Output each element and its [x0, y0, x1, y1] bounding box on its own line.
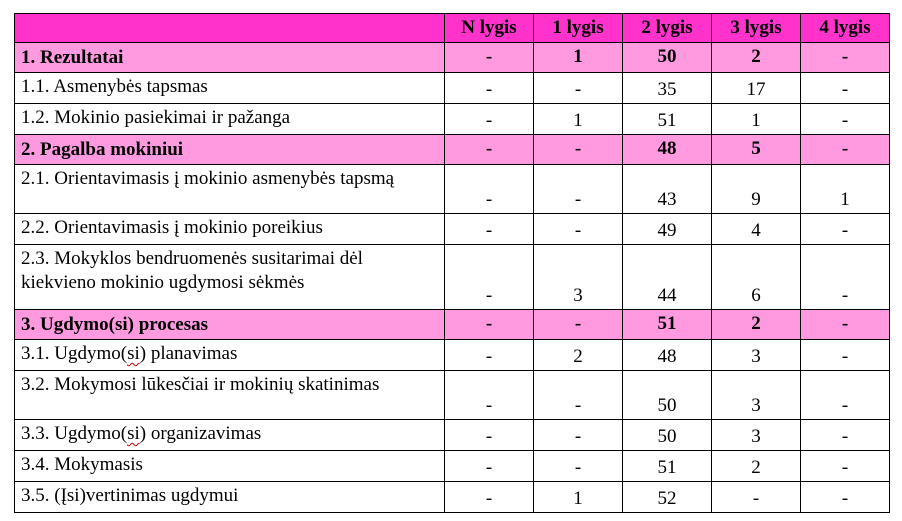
table-cell: 51 [623, 310, 712, 340]
table-cell: - [445, 104, 534, 135]
table-cell: 35 [623, 73, 712, 104]
table-section-row [15, 135, 890, 165]
table-cell: 49 [623, 214, 712, 245]
table-cell: 51 [623, 104, 712, 135]
table-cell: - [712, 482, 801, 513]
table-cell: - [801, 451, 890, 482]
table-cell: 9 [712, 165, 801, 214]
section-label: 3. Ugdymo(si) procesas [15, 310, 445, 340]
table-cell: - [801, 482, 890, 513]
table-row [15, 451, 890, 482]
table-cell: - [534, 135, 623, 165]
table-cell: 50 [623, 420, 712, 451]
table-row [15, 245, 890, 310]
spellcheck-word: si [127, 343, 140, 364]
table-cell: - [534, 73, 623, 104]
table-cell: - [445, 135, 534, 165]
row-label: 3.5. (Įsi)vertinimas ugdymui [15, 482, 445, 513]
table-cell: 2 [712, 43, 801, 73]
table-cell: - [445, 340, 534, 371]
table-cell: 3 [534, 245, 623, 310]
table-cell: 48 [623, 135, 712, 165]
spellcheck-word: si [127, 423, 140, 444]
row-label: 1.2. Mokinio pasiekimai ir pažanga [15, 104, 445, 135]
row-label-text: 3.1. Ugdymo( [21, 343, 128, 364]
table-cell: 5 [712, 135, 801, 165]
table-cell: - [801, 135, 890, 165]
table-cell: - [445, 214, 534, 245]
row-label-text: ) organizavimas [139, 423, 262, 444]
table-cell: 2 [534, 340, 623, 371]
table-cell: 1 [534, 104, 623, 135]
table-header-row [15, 14, 890, 43]
table-cell: 3 [712, 340, 801, 371]
table-cell: 51 [623, 451, 712, 482]
table-cell: 17 [712, 73, 801, 104]
table-cell: - [534, 165, 623, 214]
table-cell: 1 [534, 43, 623, 73]
table-cell: - [801, 340, 890, 371]
row-label-text: 3.3. Ugdymo( [21, 423, 128, 444]
row-label: 3.4. Mokymasis [15, 451, 445, 482]
section-label: 1. Rezultatai [15, 43, 445, 73]
table-cell: 50 [623, 43, 712, 73]
table-cell: 1 [801, 165, 890, 214]
table-cell: - [445, 482, 534, 513]
table-cell: - [801, 371, 890, 420]
row-label-text: ) planavimas [139, 343, 238, 364]
table-row [15, 420, 890, 451]
row-label: 1.1. Asmenybės tapsmas [15, 73, 445, 104]
column-header: N lygis [445, 14, 534, 43]
table-cell: - [801, 310, 890, 340]
table-cell: 52 [623, 482, 712, 513]
table-cell: - [445, 43, 534, 73]
table-row [15, 73, 890, 104]
table-cell: 44 [623, 245, 712, 310]
table-cell: 50 [623, 371, 712, 420]
table-cell: 4 [712, 214, 801, 245]
table-section-row [15, 43, 890, 73]
table-cell: - [534, 310, 623, 340]
row-label: 2.2. Orientavimasis į mokinio poreikius [15, 214, 445, 245]
row-label: 3.2. Mokymosi lūkesčiai ir mokinių skatinimas [15, 371, 445, 420]
table-cell: - [801, 420, 890, 451]
column-header: 3 lygis [712, 14, 801, 43]
table-row [15, 104, 890, 135]
table-cell: - [445, 420, 534, 451]
table-cell: - [801, 43, 890, 73]
table-cell: - [445, 245, 534, 310]
table-cell: - [534, 214, 623, 245]
table-cell: 3 [712, 371, 801, 420]
row-label [15, 420, 445, 451]
row-label: 2.1. Orientavimasis į mokinio asmenybės tapsmą [15, 165, 445, 214]
evaluation-table [14, 13, 890, 513]
table-cell: - [534, 371, 623, 420]
section-label: 2. Pagalba mokiniui [15, 135, 445, 165]
column-header: 4 lygis [801, 14, 890, 43]
table-cell: 1 [712, 104, 801, 135]
table-cell: - [445, 73, 534, 104]
table-cell: - [445, 451, 534, 482]
table-row [15, 371, 890, 420]
table-cell: - [445, 310, 534, 340]
row-label [15, 340, 445, 371]
table-cell: - [445, 165, 534, 214]
header-blank-cell [15, 14, 445, 43]
column-header: 2 lygis [623, 14, 712, 43]
table-cell: 2 [712, 310, 801, 340]
table-cell: - [445, 371, 534, 420]
table-cell: - [801, 214, 890, 245]
table-cell: - [534, 420, 623, 451]
table-row [15, 214, 890, 245]
table-section-row [15, 310, 890, 340]
table-row [15, 482, 890, 513]
column-header: 1 lygis [534, 14, 623, 43]
table-cell: 48 [623, 340, 712, 371]
table-cell: 1 [534, 482, 623, 513]
table-cell: 2 [712, 451, 801, 482]
table-row [15, 340, 890, 371]
table-row [15, 165, 890, 214]
table-cell: - [534, 451, 623, 482]
table-cell: - [801, 104, 890, 135]
table-cell: 6 [712, 245, 801, 310]
table-cell: 3 [712, 420, 801, 451]
table-cell: - [801, 245, 890, 310]
row-label: 2.3. Mokyklos bendruomenės susitarimai dėl kiekvieno mokinio ugdymosi sėkmės [15, 245, 445, 310]
table-cell: - [801, 73, 890, 104]
table-cell: 43 [623, 165, 712, 214]
